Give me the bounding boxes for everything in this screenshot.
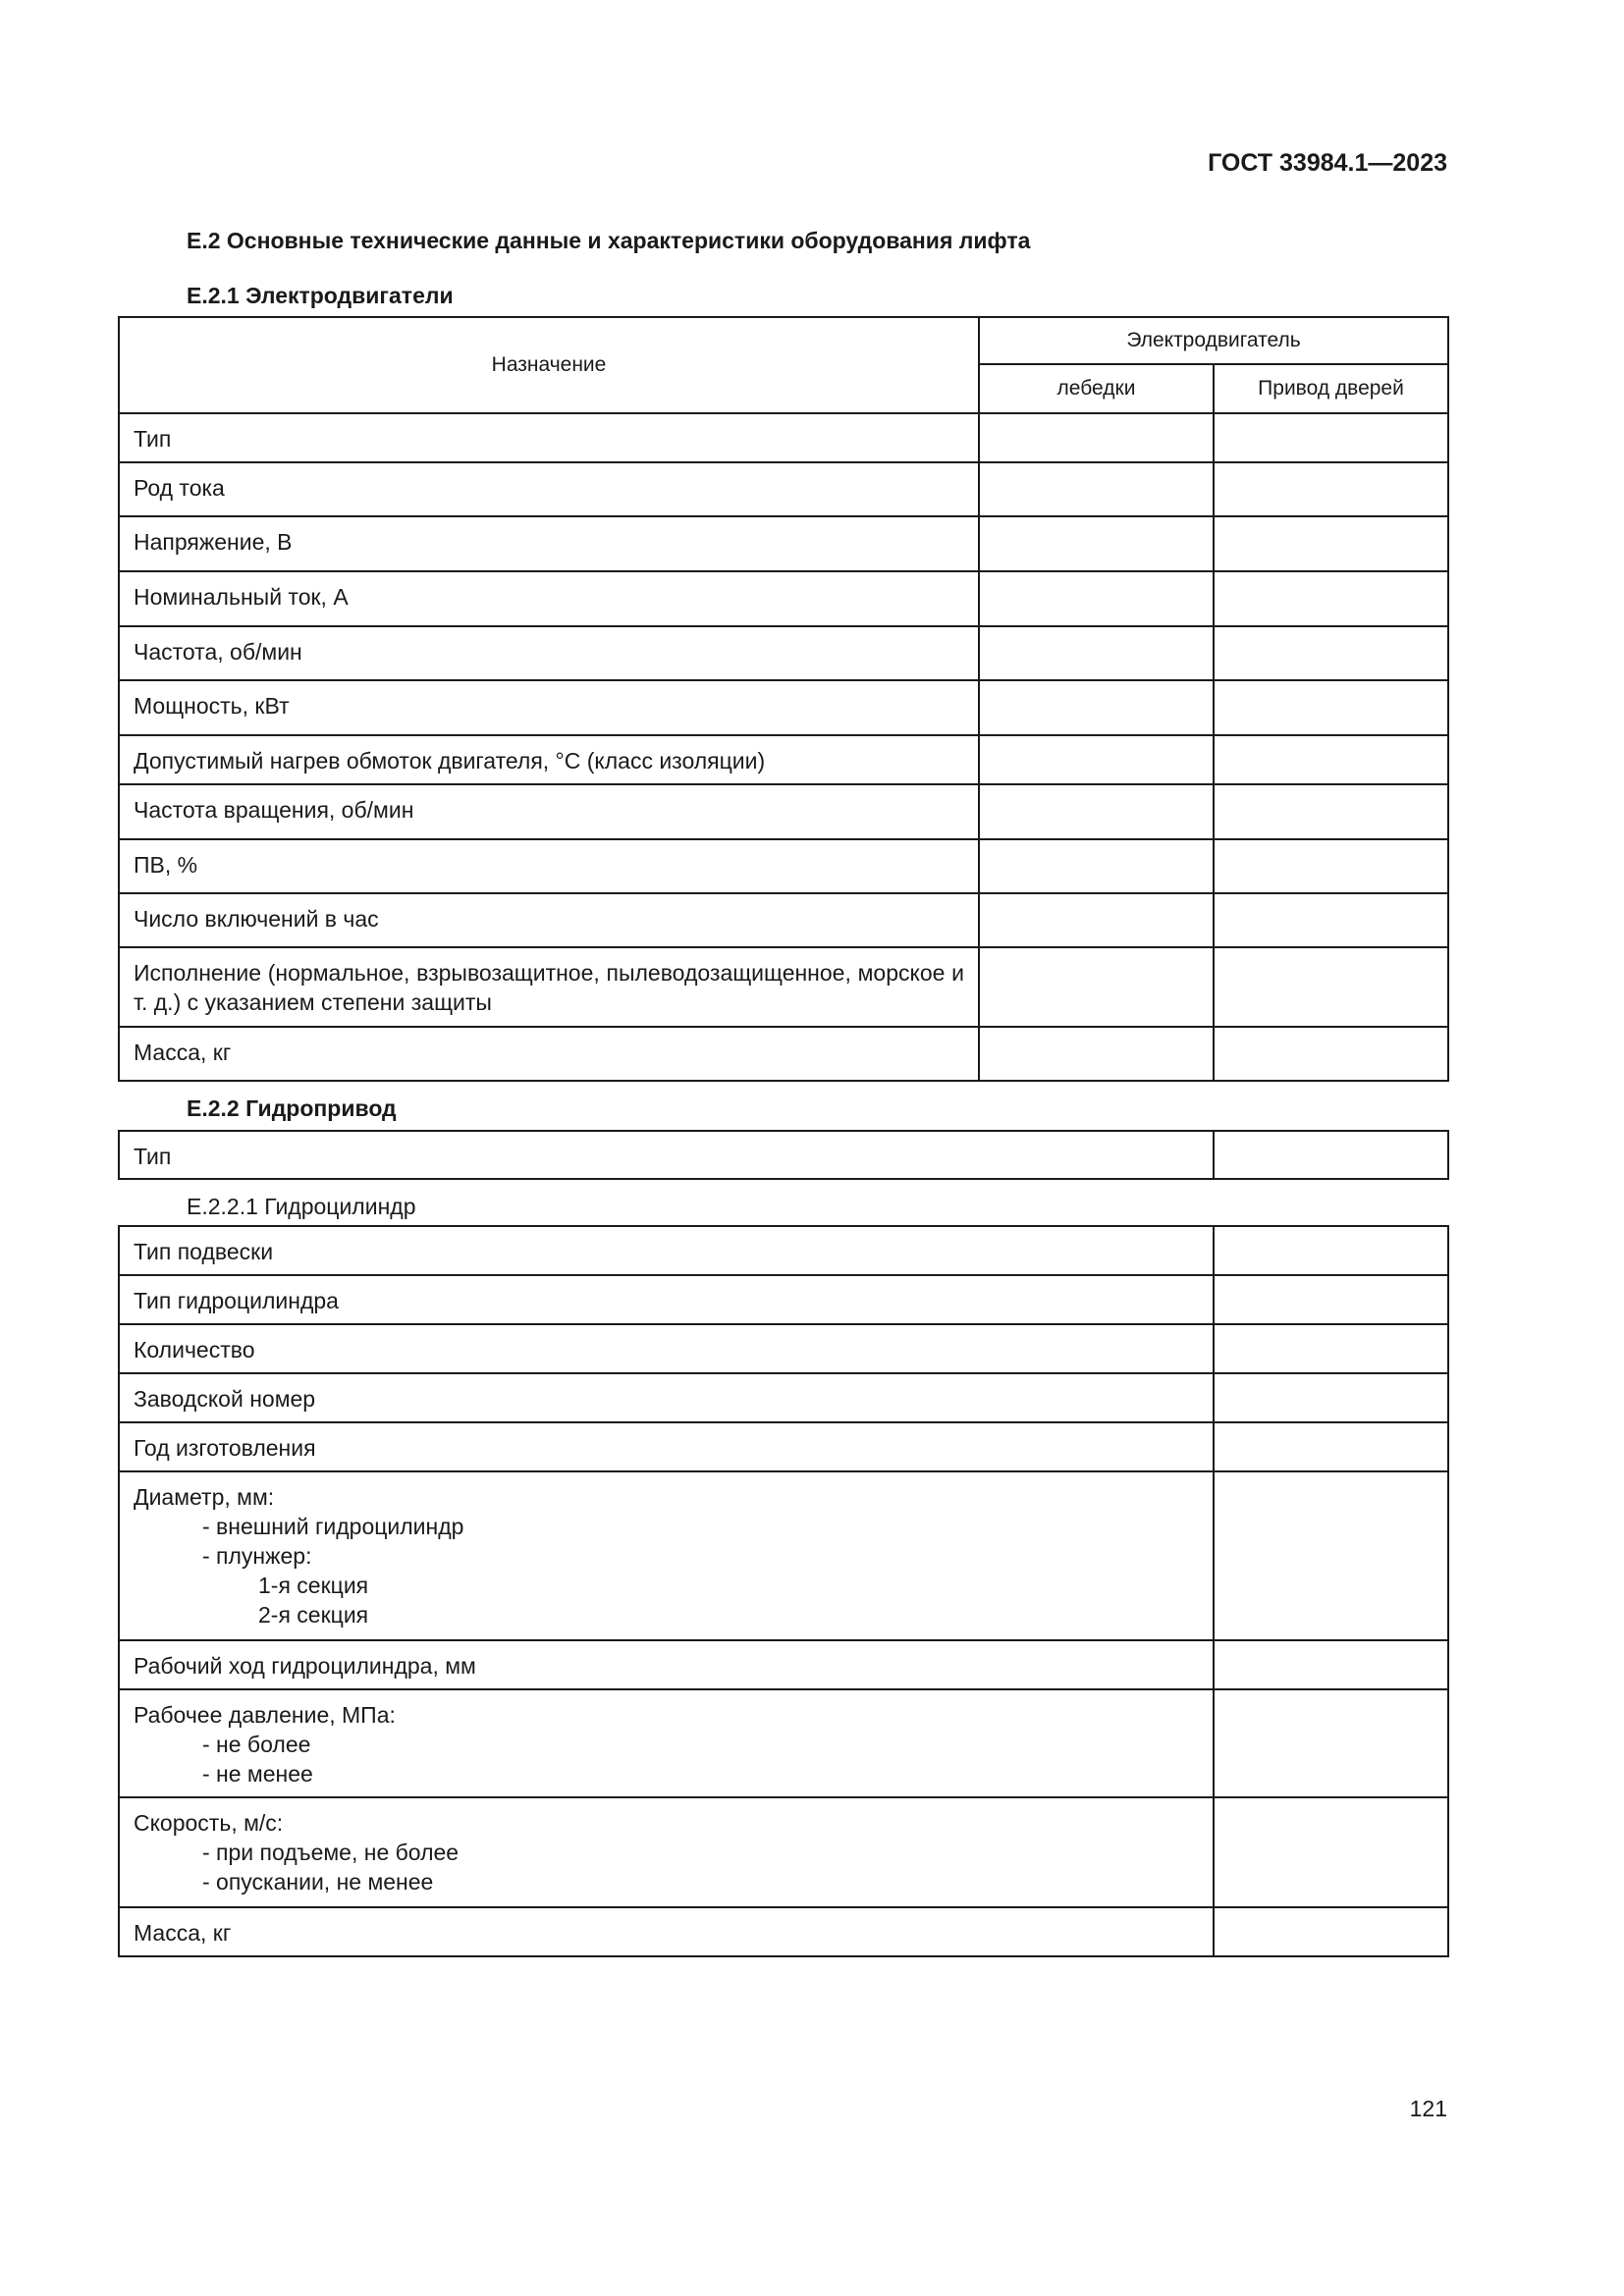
row-label: Число включений в час — [119, 893, 979, 947]
table-row — [119, 1324, 1448, 1373]
winch-value-cell — [979, 462, 1214, 516]
pressure-label: Рабочее давление, МПа: — [134, 1702, 396, 1728]
door-drive-value-cell — [1214, 680, 1448, 735]
winch-value-cell — [979, 680, 1214, 735]
table-row — [119, 1275, 1448, 1324]
table-row — [119, 1689, 1448, 1797]
diameter-section-1: 1-я секция — [258, 1573, 369, 1598]
table-row — [119, 1797, 1448, 1907]
document-code: ГОСТ 33984.1—2023 — [1208, 149, 1447, 177]
winch-value-cell — [979, 784, 1214, 839]
hydraulic-drive-table — [118, 1130, 1449, 1180]
door-drive-column-header: Привод дверей — [1214, 364, 1448, 413]
table-row — [119, 516, 1448, 571]
table-row — [119, 784, 1448, 839]
winch-value-cell — [979, 893, 1214, 947]
speed-cell — [119, 1797, 1214, 1907]
row-label: ПВ, % — [119, 839, 979, 893]
purpose-header: Назначение — [119, 317, 979, 413]
table-row — [119, 735, 1448, 784]
value-cell — [1214, 1907, 1448, 1956]
row-label: Тип гидроцилиндра — [119, 1275, 1214, 1324]
value-cell — [1214, 1226, 1448, 1275]
diameter-section-2: 2-я секция — [258, 1602, 369, 1628]
value-cell — [1214, 1275, 1448, 1324]
table-row — [119, 413, 1448, 462]
speed-up: - при подъеме, не более — [202, 1840, 460, 1865]
cylinder-table — [118, 1225, 1449, 1957]
motors-heading: Е.2.1 Электродвигатели — [187, 283, 454, 308]
cylinder-heading: Е.2.2.1 Гидроцилиндр — [187, 1194, 416, 1219]
winch-value-cell — [979, 413, 1214, 462]
table-row — [119, 839, 1448, 893]
value-cell — [1214, 1324, 1448, 1373]
table-row — [119, 1640, 1448, 1689]
door-drive-value-cell — [1214, 735, 1448, 784]
winch-value-cell — [979, 1027, 1214, 1081]
winch-value-cell — [979, 735, 1214, 784]
table-row — [119, 1422, 1448, 1471]
row-label: Частота вращения, об/мин — [119, 784, 979, 839]
winch-column-header: лебедки — [979, 364, 1214, 413]
row-label: Масса, кг — [119, 1907, 1214, 1956]
row-label: Напряжение, В — [119, 516, 979, 571]
value-cell — [1214, 1797, 1448, 1907]
table-row — [119, 571, 1448, 626]
table-row — [119, 1471, 1448, 1640]
value-cell — [1214, 1689, 1448, 1797]
table-row — [119, 1373, 1448, 1422]
row-label: Номинальный ток, А — [119, 571, 979, 626]
motor-header: Электродвигатель — [979, 317, 1448, 364]
winch-value-cell — [979, 626, 1214, 680]
door-drive-value-cell — [1214, 462, 1448, 516]
pressure-cell — [119, 1689, 1214, 1797]
door-drive-value-cell — [1214, 839, 1448, 893]
door-drive-value-cell — [1214, 626, 1448, 680]
page-number: 121 — [1409, 2096, 1447, 2121]
row-label: Мощность, кВт — [119, 680, 979, 735]
door-drive-value-cell — [1214, 571, 1448, 626]
speed-label: Скорость, м/с: — [134, 1810, 284, 1836]
value-cell — [1214, 1640, 1448, 1689]
pressure-max: - не более — [202, 1732, 311, 1757]
door-drive-value-cell — [1214, 516, 1448, 571]
row-label: Рабочий ход гидроцилиндра, мм — [119, 1640, 1214, 1689]
row-label: Количество — [119, 1324, 1214, 1373]
winch-value-cell — [979, 516, 1214, 571]
row-label: Род тока — [119, 462, 979, 516]
value-cell — [1214, 1131, 1448, 1179]
diameter-outer: - внешний гидроцилиндр — [202, 1514, 464, 1539]
winch-value-cell — [979, 839, 1214, 893]
table-row — [119, 680, 1448, 735]
row-label: Тип — [119, 413, 979, 462]
table-row — [119, 1131, 1448, 1179]
table-row — [119, 1907, 1448, 1956]
winch-value-cell — [979, 571, 1214, 626]
value-cell — [1214, 1373, 1448, 1422]
row-label: Допустимый нагрев обмоток двигателя, °С (класс изоляции) — [119, 735, 979, 784]
row-label: Тип — [119, 1131, 1214, 1179]
door-drive-value-cell — [1214, 947, 1448, 1027]
value-cell — [1214, 1471, 1448, 1640]
pressure-min: - не менее — [202, 1761, 313, 1787]
table-row — [119, 893, 1448, 947]
row-label: Частота, об/мин — [119, 626, 979, 680]
diameter-plunger: - плунжер: — [202, 1543, 312, 1569]
table-row — [119, 1226, 1448, 1275]
diameter-label: Диаметр, мм: — [134, 1484, 275, 1510]
row-label: Масса, кг — [119, 1027, 979, 1081]
hydraulic-drive-heading: Е.2.2 Гидропривод — [187, 1095, 397, 1121]
table-row — [119, 1027, 1448, 1081]
row-label: Год изготовления — [119, 1422, 1214, 1471]
winch-value-cell — [979, 947, 1214, 1027]
door-drive-value-cell — [1214, 893, 1448, 947]
door-drive-value-cell — [1214, 413, 1448, 462]
door-drive-value-cell — [1214, 784, 1448, 839]
door-drive-value-cell — [1214, 1027, 1448, 1081]
diameter-cell — [119, 1471, 1214, 1640]
section-heading: Е.2 Основные технические данные и характеристики оборудования лифта — [187, 228, 1031, 253]
value-cell — [1214, 1422, 1448, 1471]
table-row — [119, 626, 1448, 680]
table-row — [119, 947, 1448, 1027]
speed-down: - опускании, не менее — [202, 1869, 434, 1895]
row-label: Тип подвески — [119, 1226, 1214, 1275]
row-label: Исполнение (нормальное, взрывозащитное, пылеводозащищенное, морское и т. д.) с указанием степени защиты — [119, 947, 979, 1027]
row-label: Заводской номер — [119, 1373, 1214, 1422]
table-row — [119, 462, 1448, 516]
motors-table — [118, 316, 1449, 1082]
